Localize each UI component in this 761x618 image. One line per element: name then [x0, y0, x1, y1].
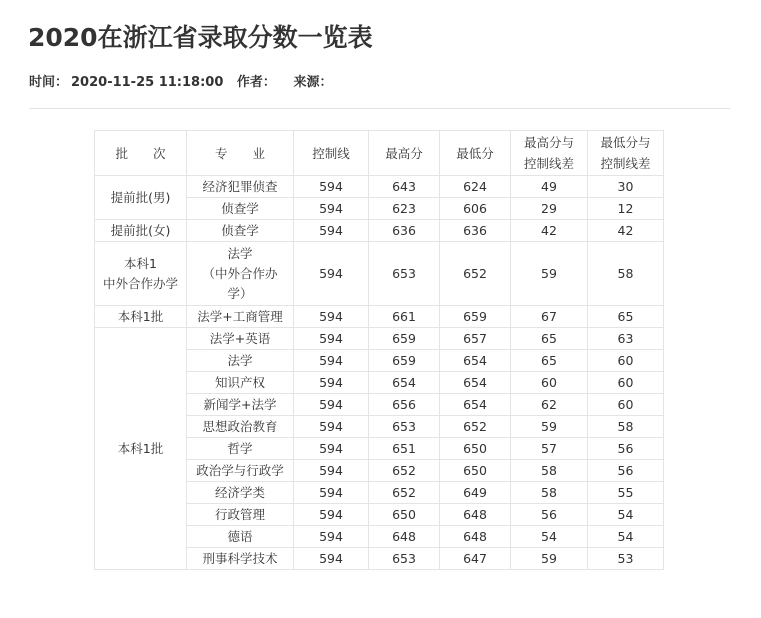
- min-score-cell: 650: [440, 460, 511, 482]
- source-label: 来源：: [293, 75, 333, 90]
- min-score-cell: 650: [440, 438, 511, 460]
- major-cell: 知识产权: [187, 372, 294, 394]
- major-cell: 德语: [187, 526, 294, 548]
- min-diff-cell: 53: [588, 548, 664, 570]
- major-cell: 经济犯罪侦查: [187, 176, 294, 198]
- min-diff-cell: 60: [588, 350, 664, 372]
- min-diff-cell: 56: [588, 460, 664, 482]
- max-score-cell: 654: [369, 372, 440, 394]
- major-cell: 法学 （中外合作办 学）: [187, 242, 294, 306]
- min-diff-cell: 30: [588, 176, 664, 198]
- header-major: 专 业: [187, 131, 294, 176]
- max-score-cell: 653: [369, 548, 440, 570]
- time-value: 2020-11-25 11:18:00: [71, 75, 224, 90]
- min-score-cell: 647: [440, 548, 511, 570]
- max-diff-cell: 42: [511, 220, 588, 242]
- max-score-cell: 653: [369, 242, 440, 306]
- min-diff-cell: 54: [588, 504, 664, 526]
- batch-cell: 本科1 中外合作办学: [95, 242, 187, 306]
- page-title: 2020在浙江省录取分数一览表: [28, 23, 373, 52]
- min-score-cell: 657: [440, 328, 511, 350]
- major-cell: 法学: [187, 350, 294, 372]
- max-score-cell: 650: [369, 504, 440, 526]
- author-label: 作者：: [236, 75, 276, 90]
- control-line-cell: 594: [294, 394, 369, 416]
- min-diff-cell: 60: [588, 372, 664, 394]
- min-diff-cell: 63: [588, 328, 664, 350]
- major-cell: 法学+英语: [187, 328, 294, 350]
- header-control-line: 控制线: [294, 131, 369, 176]
- major-cell: 哲学: [187, 438, 294, 460]
- major-cell: 政治学与行政学: [187, 460, 294, 482]
- major-cell: 侦查学: [187, 220, 294, 242]
- max-diff-cell: 54: [511, 526, 588, 548]
- max-diff-cell: 57: [511, 438, 588, 460]
- min-score-cell: 624: [440, 176, 511, 198]
- table-row: [95, 306, 664, 328]
- control-line-cell: 594: [294, 504, 369, 526]
- control-line-cell: 594: [294, 242, 369, 306]
- min-diff-cell: 42: [588, 220, 664, 242]
- control-line-cell: 594: [294, 328, 369, 350]
- min-diff-cell: 58: [588, 242, 664, 306]
- min-diff-cell: 58: [588, 416, 664, 438]
- min-diff-cell: 12: [588, 198, 664, 220]
- max-diff-cell: 65: [511, 328, 588, 350]
- control-line-cell: 594: [294, 198, 369, 220]
- time-label: 时间：: [29, 75, 69, 90]
- control-line-cell: 594: [294, 350, 369, 372]
- control-line-cell: 594: [294, 460, 369, 482]
- max-diff-cell: 49: [511, 176, 588, 198]
- min-diff-cell: 60: [588, 394, 664, 416]
- max-score-cell: 652: [369, 460, 440, 482]
- min-score-cell: 648: [440, 526, 511, 548]
- control-line-cell: 594: [294, 176, 369, 198]
- min-score-cell: 654: [440, 394, 511, 416]
- batch-cell: 本科1批: [95, 306, 187, 328]
- max-score-cell: 653: [369, 416, 440, 438]
- min-score-cell: 636: [440, 220, 511, 242]
- batch-cell: 提前批(男): [95, 176, 187, 220]
- control-line-cell: 594: [294, 548, 369, 570]
- max-diff-cell: 67: [511, 306, 588, 328]
- min-score-cell: 649: [440, 482, 511, 504]
- max-diff-cell: 56: [511, 504, 588, 526]
- batch-cell: 本科1批: [95, 328, 187, 570]
- min-score-cell: 606: [440, 198, 511, 220]
- header-min-score: 最低分: [440, 131, 511, 176]
- major-cell: 侦查学: [187, 198, 294, 220]
- major-cell: 思想政治教育: [187, 416, 294, 438]
- min-score-cell: 654: [440, 372, 511, 394]
- divider: [29, 108, 730, 109]
- header-batch: 批 次: [95, 131, 187, 176]
- control-line-cell: 594: [294, 220, 369, 242]
- max-score-cell: 648: [369, 526, 440, 548]
- header-min-diff: 最低分与 控制线差: [588, 131, 664, 176]
- max-score-cell: 636: [369, 220, 440, 242]
- control-line-cell: 594: [294, 438, 369, 460]
- min-score-cell: 659: [440, 306, 511, 328]
- max-diff-cell: 59: [511, 548, 588, 570]
- max-diff-cell: 60: [511, 372, 588, 394]
- max-diff-cell: 62: [511, 394, 588, 416]
- min-score-cell: 652: [440, 242, 511, 306]
- min-diff-cell: 55: [588, 482, 664, 504]
- min-diff-cell: 65: [588, 306, 664, 328]
- min-diff-cell: 54: [588, 526, 664, 548]
- max-diff-cell: 59: [511, 242, 588, 306]
- major-cell: 经济学类: [187, 482, 294, 504]
- table-row: [95, 220, 664, 242]
- max-score-cell: 656: [369, 394, 440, 416]
- min-score-cell: 648: [440, 504, 511, 526]
- control-line-cell: 594: [294, 416, 369, 438]
- max-score-cell: 659: [369, 328, 440, 350]
- min-score-cell: 652: [440, 416, 511, 438]
- major-cell: 刑事科学技术: [187, 548, 294, 570]
- header-max-score: 最高分: [369, 131, 440, 176]
- max-diff-cell: 58: [511, 482, 588, 504]
- control-line-cell: 594: [294, 306, 369, 328]
- table-row: [95, 242, 664, 306]
- max-diff-cell: 29: [511, 198, 588, 220]
- min-score-cell: 654: [440, 350, 511, 372]
- table-row: [95, 328, 664, 350]
- min-diff-cell: 56: [588, 438, 664, 460]
- max-score-cell: 661: [369, 306, 440, 328]
- max-score-cell: 652: [369, 482, 440, 504]
- max-score-cell: 659: [369, 350, 440, 372]
- max-score-cell: 643: [369, 176, 440, 198]
- control-line-cell: 594: [294, 372, 369, 394]
- max-diff-cell: 58: [511, 460, 588, 482]
- major-cell: 新闻学+法学: [187, 394, 294, 416]
- table-header-row: [95, 131, 664, 176]
- batch-cell: 提前批(女): [95, 220, 187, 242]
- max-diff-cell: 65: [511, 350, 588, 372]
- max-score-cell: 651: [369, 438, 440, 460]
- max-diff-cell: 59: [511, 416, 588, 438]
- admission-score-table: [94, 130, 664, 570]
- header-max-diff: 最高分与 控制线差: [511, 131, 588, 176]
- control-line-cell: 594: [294, 526, 369, 548]
- max-score-cell: 623: [369, 198, 440, 220]
- table-row: [95, 176, 664, 198]
- control-line-cell: 594: [294, 482, 369, 504]
- major-cell: 行政管理: [187, 504, 294, 526]
- article-meta: [29, 71, 335, 90]
- major-cell: 法学+工商管理: [187, 306, 294, 328]
